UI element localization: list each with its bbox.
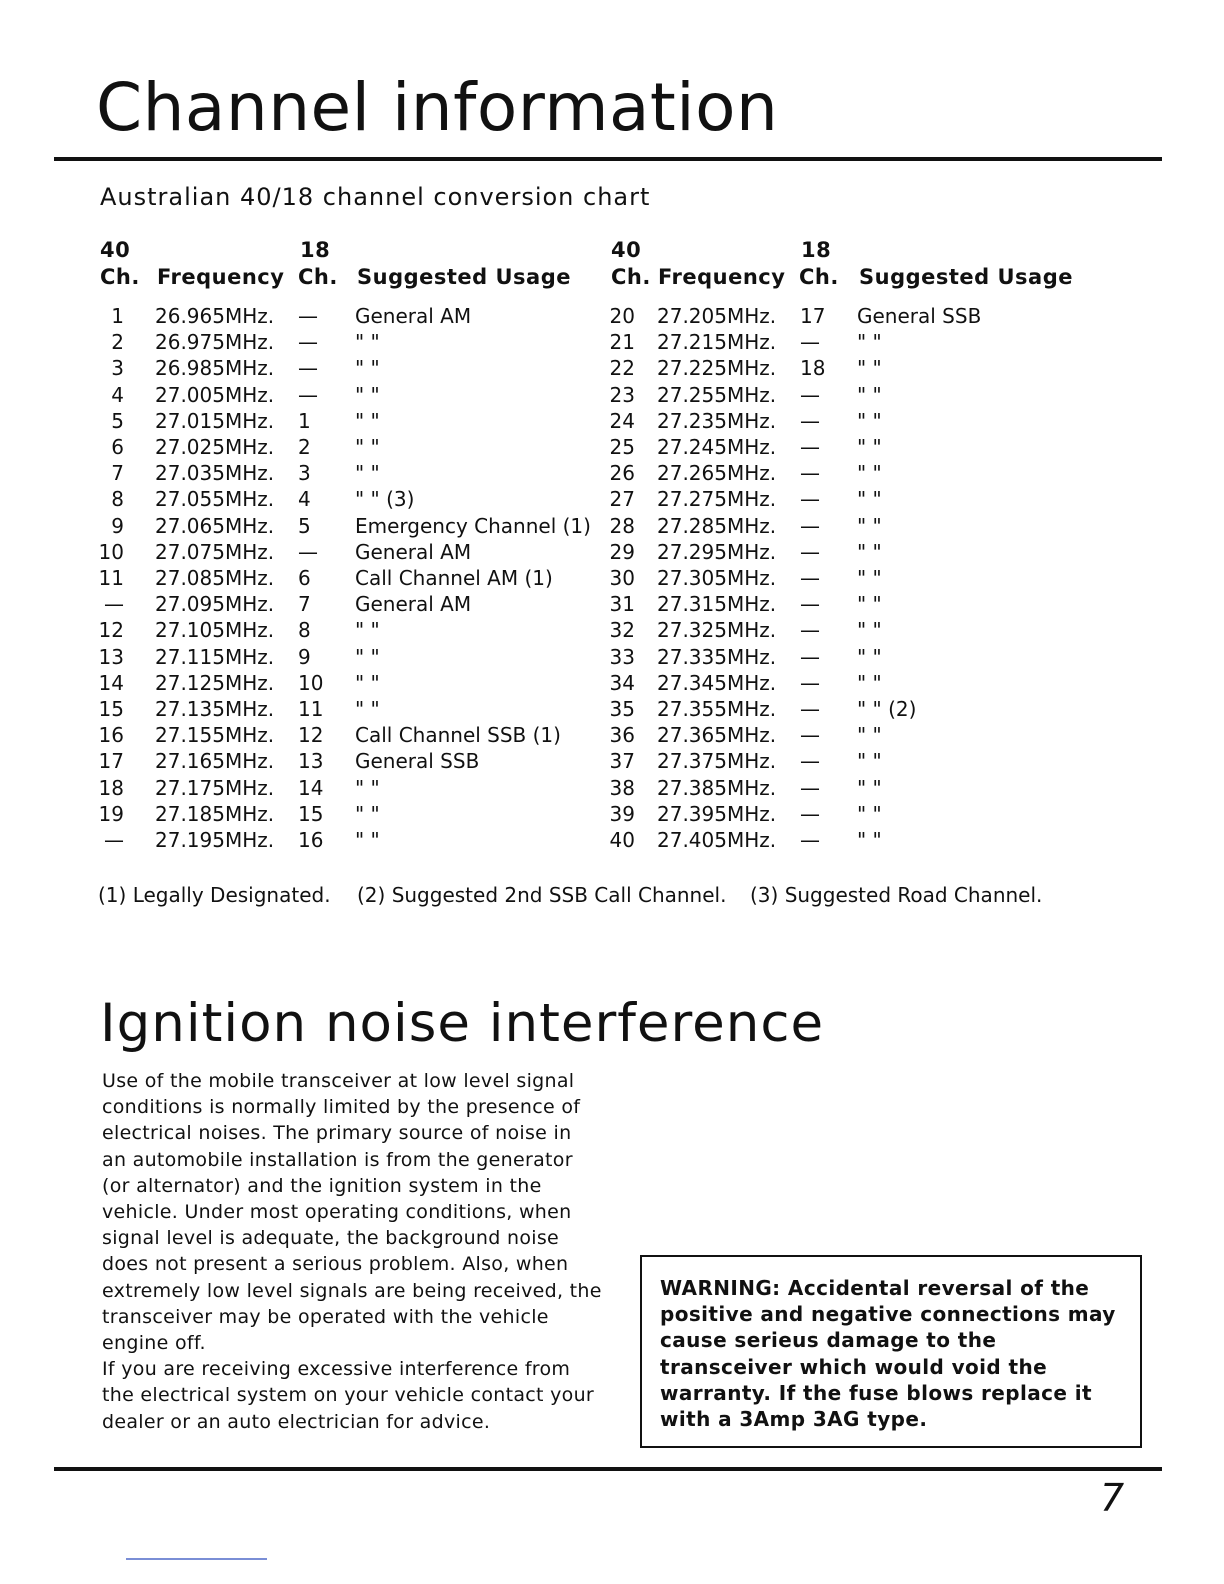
cell-usage: " " <box>355 697 380 721</box>
cell-40ch: 37 <box>609 749 635 774</box>
cell-usage: " " <box>857 828 882 852</box>
cell-40ch: 17 <box>98 749 124 774</box>
cell-usage: " " <box>857 644 882 669</box>
cell-usage: " " <box>857 723 882 748</box>
cell-usage: " " <box>355 775 380 800</box>
header-18ch-top-left: 18 <box>300 238 331 262</box>
cell-40ch: 12 <box>98 618 124 643</box>
cell-usage: General AM <box>355 304 472 328</box>
cell-freq: 27.325MHz. <box>657 618 777 643</box>
cell-usage: " " <box>355 644 380 669</box>
cell-40ch: 11 <box>98 566 124 590</box>
cell-40ch: 9 <box>111 513 124 538</box>
page-title: Channel information <box>96 69 779 146</box>
cell-usage: " " <box>355 408 380 433</box>
cell-freq: 27.125MHz. <box>155 670 275 695</box>
cell-18ch: 10 <box>298 670 324 695</box>
cell-usage: " " <box>355 435 380 459</box>
cell-18ch: — <box>800 723 820 748</box>
cell-40ch: 30 <box>609 566 635 590</box>
cell-freq: 27.105MHz. <box>155 618 275 643</box>
cell-40ch: 27 <box>609 487 635 512</box>
warning-box <box>640 1255 1142 1448</box>
cell-40ch: 10 <box>98 539 124 564</box>
cell-18ch: 16 <box>298 828 324 852</box>
header-usage-left: Suggested Usage <box>357 265 572 289</box>
cell-40ch: 16 <box>98 723 124 748</box>
cell-freq: 27.265MHz. <box>657 461 777 486</box>
cell-40ch: 5 <box>111 408 124 433</box>
cell-usage: " " <box>857 801 882 826</box>
ignition-paragraph-2: If you are receiving excessive interference from the electrical system on your vehicle contact your dealer or an auto electrician for advice. <box>102 1358 595 1433</box>
cell-usage: Call Channel SSB (1) <box>355 723 561 748</box>
cell-usage: " " <box>857 382 882 407</box>
cell-18ch: — <box>800 801 820 826</box>
cell-18ch: — <box>800 670 820 695</box>
cell-40ch: 15 <box>98 697 124 721</box>
cell-18ch: — <box>800 513 820 538</box>
cell-40ch: 2 <box>111 330 124 355</box>
cell-usage: " " <box>857 566 882 590</box>
section-title: Ignition noise interference <box>100 993 825 1054</box>
cell-freq: 27.395MHz. <box>657 801 777 826</box>
cell-freq: 27.055MHz. <box>155 487 275 512</box>
header-18ch-bottom-left: Ch. <box>298 265 338 289</box>
cell-usage: " " <box>355 356 380 381</box>
cell-freq: 26.975MHz. <box>155 330 275 355</box>
cell-40ch: 31 <box>609 592 635 617</box>
cell-freq: 27.355MHz. <box>657 697 777 721</box>
cell-18ch: 18 <box>800 356 826 381</box>
cell-40ch: 32 <box>609 618 635 643</box>
cell-freq: 27.095MHz. <box>155 592 275 617</box>
cell-18ch: — <box>298 356 318 381</box>
cell-40ch: — <box>104 592 124 617</box>
cell-18ch: 4 <box>298 487 311 512</box>
cell-freq: 27.275MHz. <box>657 487 777 512</box>
cell-usage: " " <box>857 487 882 512</box>
bottom-mark <box>126 1558 267 1560</box>
cell-freq: 27.185MHz. <box>155 801 275 826</box>
cell-18ch: 1 <box>298 408 311 433</box>
cell-freq: 27.245MHz. <box>657 435 777 459</box>
cell-18ch: 14 <box>298 775 324 800</box>
cell-freq: 27.375MHz. <box>657 749 777 774</box>
cell-freq: 27.295MHz. <box>657 539 777 564</box>
cell-usage: " " <box>857 749 882 774</box>
cell-freq: 27.255MHz. <box>657 382 777 407</box>
cell-freq: 27.135MHz. <box>155 697 275 721</box>
cell-40ch: 3 <box>111 356 124 381</box>
cell-usage: " " <box>355 461 380 486</box>
cell-40ch: 13 <box>98 644 124 669</box>
cell-usage: " " (2) <box>857 697 917 721</box>
header-40ch-bottom-right: Ch. <box>611 265 651 289</box>
cell-freq: 27.165MHz. <box>155 749 275 774</box>
cell-18ch: 7 <box>298 592 311 617</box>
chart-subtitle: Australian 40/18 channel conversion chart <box>100 183 651 211</box>
cell-40ch: 22 <box>609 356 635 381</box>
cell-18ch: 2 <box>298 435 311 459</box>
footnotes <box>0 883 1224 909</box>
cell-18ch: — <box>800 435 820 459</box>
ignition-paragraph-1: Use of the mobile transceiver at low level signal conditions is normally limited by the presence of electrical noises. The primary source of noise in an automobile installation is from the generator (or alternator) and the ignition system in the vehicle. Under most operating conditions, when signal level is adequate, the background noise does not present a serious problem. Also, when extremely low level signals are being received, the transceiver may be operated with the vehicle engine off. <box>102 1070 602 1355</box>
cell-freq: 26.965MHz. <box>155 304 275 328</box>
cell-usage: " " <box>857 539 882 564</box>
cell-40ch: 40 <box>609 828 635 852</box>
cell-freq: 27.205MHz. <box>657 304 777 328</box>
cell-freq: 27.215MHz. <box>657 330 777 355</box>
cell-usage: " " <box>857 513 882 538</box>
cell-18ch: — <box>800 828 820 852</box>
cell-freq: 27.345MHz. <box>657 670 777 695</box>
cell-40ch: 34 <box>609 670 635 695</box>
cell-18ch: — <box>800 566 820 590</box>
cell-freq: 27.235MHz. <box>657 408 777 433</box>
cell-18ch: 15 <box>298 801 324 826</box>
cell-usage: " " <box>857 356 882 381</box>
cell-40ch: — <box>104 828 124 852</box>
cell-usage: " " <box>355 330 380 355</box>
cell-18ch: — <box>800 330 820 355</box>
header-40ch-bottom-left: Ch. <box>100 265 140 289</box>
cell-freq: 27.155MHz. <box>155 723 275 748</box>
cell-freq: 27.225MHz. <box>657 356 777 381</box>
cell-40ch: 8 <box>111 487 124 512</box>
header-18ch-bottom-right: Ch. <box>799 265 839 289</box>
cell-usage: Emergency Channel (1) <box>355 513 591 538</box>
cell-40ch: 21 <box>609 330 635 355</box>
ignition-body <box>102 1068 602 1435</box>
cell-freq: 27.035MHz. <box>155 461 275 486</box>
cell-freq: 27.365MHz. <box>657 723 777 748</box>
cell-18ch: — <box>298 539 318 564</box>
cell-40ch: 24 <box>609 408 635 433</box>
cell-18ch: — <box>800 697 820 721</box>
cell-18ch: — <box>800 749 820 774</box>
footnote-2: (2) Suggested 2nd SSB Call Channel. <box>357 883 727 907</box>
cell-usage: " " <box>857 330 882 355</box>
cell-40ch: 4 <box>111 382 124 407</box>
cell-40ch: 38 <box>609 775 635 800</box>
cell-freq: 27.385MHz. <box>657 775 777 800</box>
cell-18ch: 6 <box>298 566 311 590</box>
cell-18ch: — <box>800 382 820 407</box>
cell-40ch: 19 <box>98 801 124 826</box>
cell-freq: 27.315MHz. <box>657 592 777 617</box>
cell-18ch: 11 <box>298 697 324 721</box>
cell-freq: 27.015MHz. <box>155 408 275 433</box>
cell-18ch: — <box>800 461 820 486</box>
cell-18ch: — <box>800 592 820 617</box>
cell-18ch: — <box>800 408 820 433</box>
cell-usage: " " <box>857 435 882 459</box>
cell-40ch: 18 <box>98 775 124 800</box>
footnote-3: (3) Suggested Road Channel. <box>750 883 1043 907</box>
cell-freq: 27.065MHz. <box>155 513 275 538</box>
cell-usage: " " <box>857 592 882 617</box>
cell-freq: 27.335MHz. <box>657 644 777 669</box>
cell-18ch: 3 <box>298 461 311 486</box>
cell-18ch: — <box>800 487 820 512</box>
cell-usage: " " <box>355 828 380 852</box>
cell-freq: 27.085MHz. <box>155 566 275 590</box>
cell-40ch: 20 <box>609 304 635 328</box>
cell-freq: 27.025MHz. <box>155 435 275 459</box>
cell-18ch: 17 <box>800 304 826 328</box>
cell-40ch: 39 <box>609 801 635 826</box>
bottom-divider <box>54 1467 1162 1471</box>
cell-18ch: 5 <box>298 513 311 538</box>
cell-freq: 27.285MHz. <box>657 513 777 538</box>
cell-usage: General AM <box>355 539 472 564</box>
cell-18ch: 12 <box>298 723 324 748</box>
cell-18ch: — <box>800 618 820 643</box>
cell-40ch: 33 <box>609 644 635 669</box>
cell-freq: 27.175MHz. <box>155 775 275 800</box>
cell-40ch: 25 <box>609 435 635 459</box>
cell-freq: 27.005MHz. <box>155 382 275 407</box>
cell-18ch: — <box>298 330 318 355</box>
cell-18ch: — <box>800 539 820 564</box>
cell-usage: " " <box>355 801 380 826</box>
cell-usage: " " (3) <box>355 487 415 512</box>
header-40ch-top-left: 40 <box>100 238 131 262</box>
cell-freq: 26.985MHz. <box>155 356 275 381</box>
cell-usage: " " <box>355 618 380 643</box>
cell-18ch: — <box>298 304 318 328</box>
cell-40ch: 35 <box>609 697 635 721</box>
cell-freq: 27.075MHz. <box>155 539 275 564</box>
page-number: 7 <box>1100 1476 1125 1520</box>
cell-usage: " " <box>857 670 882 695</box>
cell-18ch: 9 <box>298 644 311 669</box>
top-divider <box>54 157 1162 161</box>
footnote-1: (1) Legally Designated. <box>98 883 331 907</box>
cell-freq: 27.115MHz. <box>155 644 275 669</box>
cell-40ch: 29 <box>609 539 635 564</box>
cell-freq: 27.305MHz. <box>657 566 777 590</box>
cell-freq: 27.195MHz. <box>155 828 275 852</box>
cell-usage: " " <box>857 618 882 643</box>
cell-40ch: 14 <box>98 670 124 695</box>
header-usage-right: Suggested Usage <box>859 265 1074 289</box>
cell-usage: General SSB <box>355 749 480 774</box>
header-18ch-top-right: 18 <box>801 238 832 262</box>
warning-text: WARNING: Accidental reversal of the positive and negative connections may cause serieus damage to the transceiver which would void the warranty. If the fuse blows replace it with a 3Amp 3AG type. <box>660 1276 1116 1432</box>
header-frequency-right: Frequency <box>658 265 786 289</box>
cell-usage: " " <box>355 670 380 695</box>
cell-40ch: 36 <box>609 723 635 748</box>
header-frequency-left: Frequency <box>157 265 285 289</box>
cell-40ch: 1 <box>111 304 124 328</box>
header-40ch-top-right: 40 <box>611 238 642 262</box>
cell-40ch: 7 <box>111 461 124 486</box>
cell-usage: Call Channel AM (1) <box>355 566 553 590</box>
cell-usage: " " <box>857 461 882 486</box>
cell-18ch: — <box>800 644 820 669</box>
cell-usage: " " <box>857 408 882 433</box>
cell-usage: " " <box>355 382 380 407</box>
cell-freq: 27.405MHz. <box>657 828 777 852</box>
cell-40ch: 26 <box>609 461 635 486</box>
cell-40ch: 28 <box>609 513 635 538</box>
cell-18ch: 13 <box>298 749 324 774</box>
cell-usage: " " <box>857 775 882 800</box>
cell-40ch: 23 <box>609 382 635 407</box>
cell-40ch: 6 <box>111 435 124 459</box>
cell-usage: General SSB <box>857 304 982 328</box>
cell-18ch: — <box>800 775 820 800</box>
cell-usage: General AM <box>355 592 472 617</box>
cell-18ch: — <box>298 382 318 407</box>
cell-18ch: 8 <box>298 618 311 643</box>
